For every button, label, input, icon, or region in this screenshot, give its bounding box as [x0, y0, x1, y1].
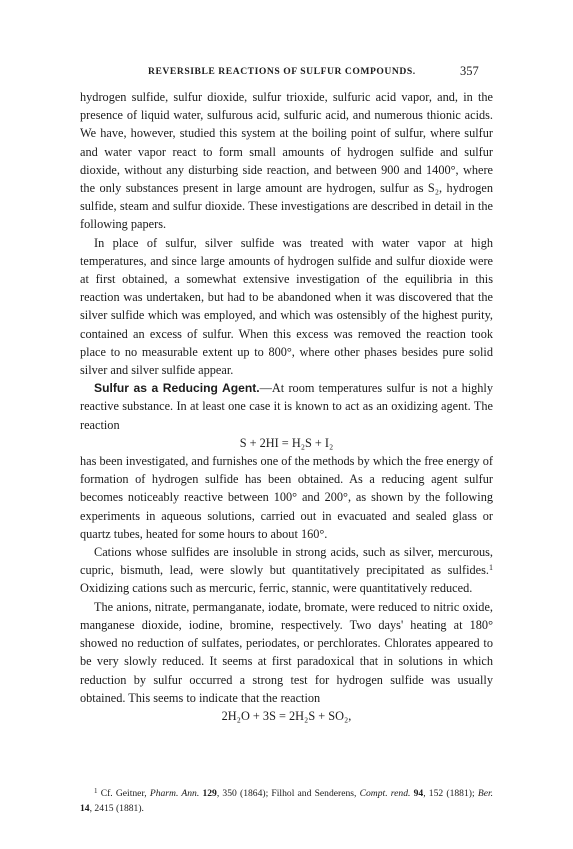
equation-water-sulfur: 2H₂O + 3S = 2H₂S + SO₂, [221, 708, 352, 723]
paragraph-reducing-agent [80, 379, 493, 434]
footnote-volume-3: 14 [80, 802, 90, 814]
footnote-text [80, 784, 493, 817]
paragraph-cations [80, 543, 493, 598]
footnote-mark: 1 [94, 787, 98, 795]
footnote-rest-1: , 350 (1864); Filhol and Senderens, [216, 788, 360, 799]
footnote-journal-3: Ber. [477, 788, 494, 799]
body-text [80, 88, 493, 725]
equation-hi-reaction: S + 2HI = H₂S + I₂ [239, 435, 334, 450]
section-heading: Sulfur as a Reducing Agent. [94, 381, 260, 396]
footnote [80, 784, 493, 817]
footnote-rest-2: , 152 (1881); [423, 788, 478, 799]
footnote-journal-1: Pharm. Ann. [149, 788, 200, 799]
paragraph-cations-text-2: Oxidizing cations such as mercuric, ferric, stannic, were quantitatively reduced. [80, 581, 473, 596]
footnote-journal-2: Compt. rend. [359, 788, 411, 799]
footnote-cf: Cf. Geitner, [97, 788, 150, 799]
paragraph-reducing-agent-text: —At room temperatures sulfur is not a highly reactive substance. In at least one case it is known to act as an oxidizing agent. The reaction [80, 381, 493, 432]
footnote-volume-2: 94 [413, 788, 424, 799]
running-head: REVERSIBLE REACTIONS OF SULFUR COMPOUNDS. [148, 66, 416, 77]
paragraph-cations-text: Cations whose sulfides are insoluble in strong acids, such as silver, mercurous, cupric, bismuth, lead, were slowly but quantitatively precipitated as sulfides. [80, 545, 493, 578]
footnote-volume-1: 129 [202, 788, 217, 799]
page-header [0, 66, 573, 82]
paragraph-silver-sulfide: In place of sulfur, silver sulfide was treated with water vapor at high temperatures, and since large amounts of hydrogen sulfide and sulfur dioxide were at first obtained, a somewhat extensive investigation of the equilibria in this reaction was undertaken, but had to be abandoned when it was discovered that the silver sulfide which was employed, and which was ostensibly of the highest purity, contained an excess of sulfur. When this excess was removed the reaction took place to no measurable extent up to 800°, where other phases besides pure solid silver and silver sulfide appear. [80, 235, 493, 378]
footnote-reference: 1 [489, 563, 493, 573]
paragraph-free-energy: has been investigated, and furnishes one of the methods by which the free energy of formation of hydrogen sulfide has been obtained. As a reducing agent sulfur becomes noticeably reactive between 100° and 200°, as shown by the following experiments in aqueous solutions, carried out in evacuated and sealed glass or quartz tubes, heated for some hours to about 160°. [80, 454, 493, 541]
paragraph-continuation: hydrogen sulfide, sulfur dioxide, sulfur trioxide, sulfuric acid vapor, and, in the presence of liquid water, sulfurous acid, sulfuric acid, and numerous thionic acids. We have, however, studied this system at the boiling point of sulfur, where sulfur and water vapor react to form small amounts of hydrogen sulfide and sulfur dioxide, without any disturbing side reaction, and between 900 and 1400°, where the only substances present in large amount are hydrogen, sulfur as S₂, hydrogen sulfide, steam and sulfur dioxide. These investigations are described in detail in the following papers. [80, 90, 493, 232]
paragraph-anions: The anions, nitrate, permanganate, iodate, bromate, were reduced to nitric oxide, manganese dioxide, iodine, bromine, respectively. Two days' heating at 180° showed no reduction of sulfates, periodates, or perchlorates. Chlorates appeared to be very slowly reduced. It seems at first paradoxical that in solutions in which reduction by sulfur occurred a strong test for hydrogen sulfide was usually obtained. This seems to indicate that the reaction [80, 599, 493, 705]
footnote-rest-3: , 2415 (1881). [89, 802, 144, 814]
page-number: 357 [460, 64, 479, 78]
